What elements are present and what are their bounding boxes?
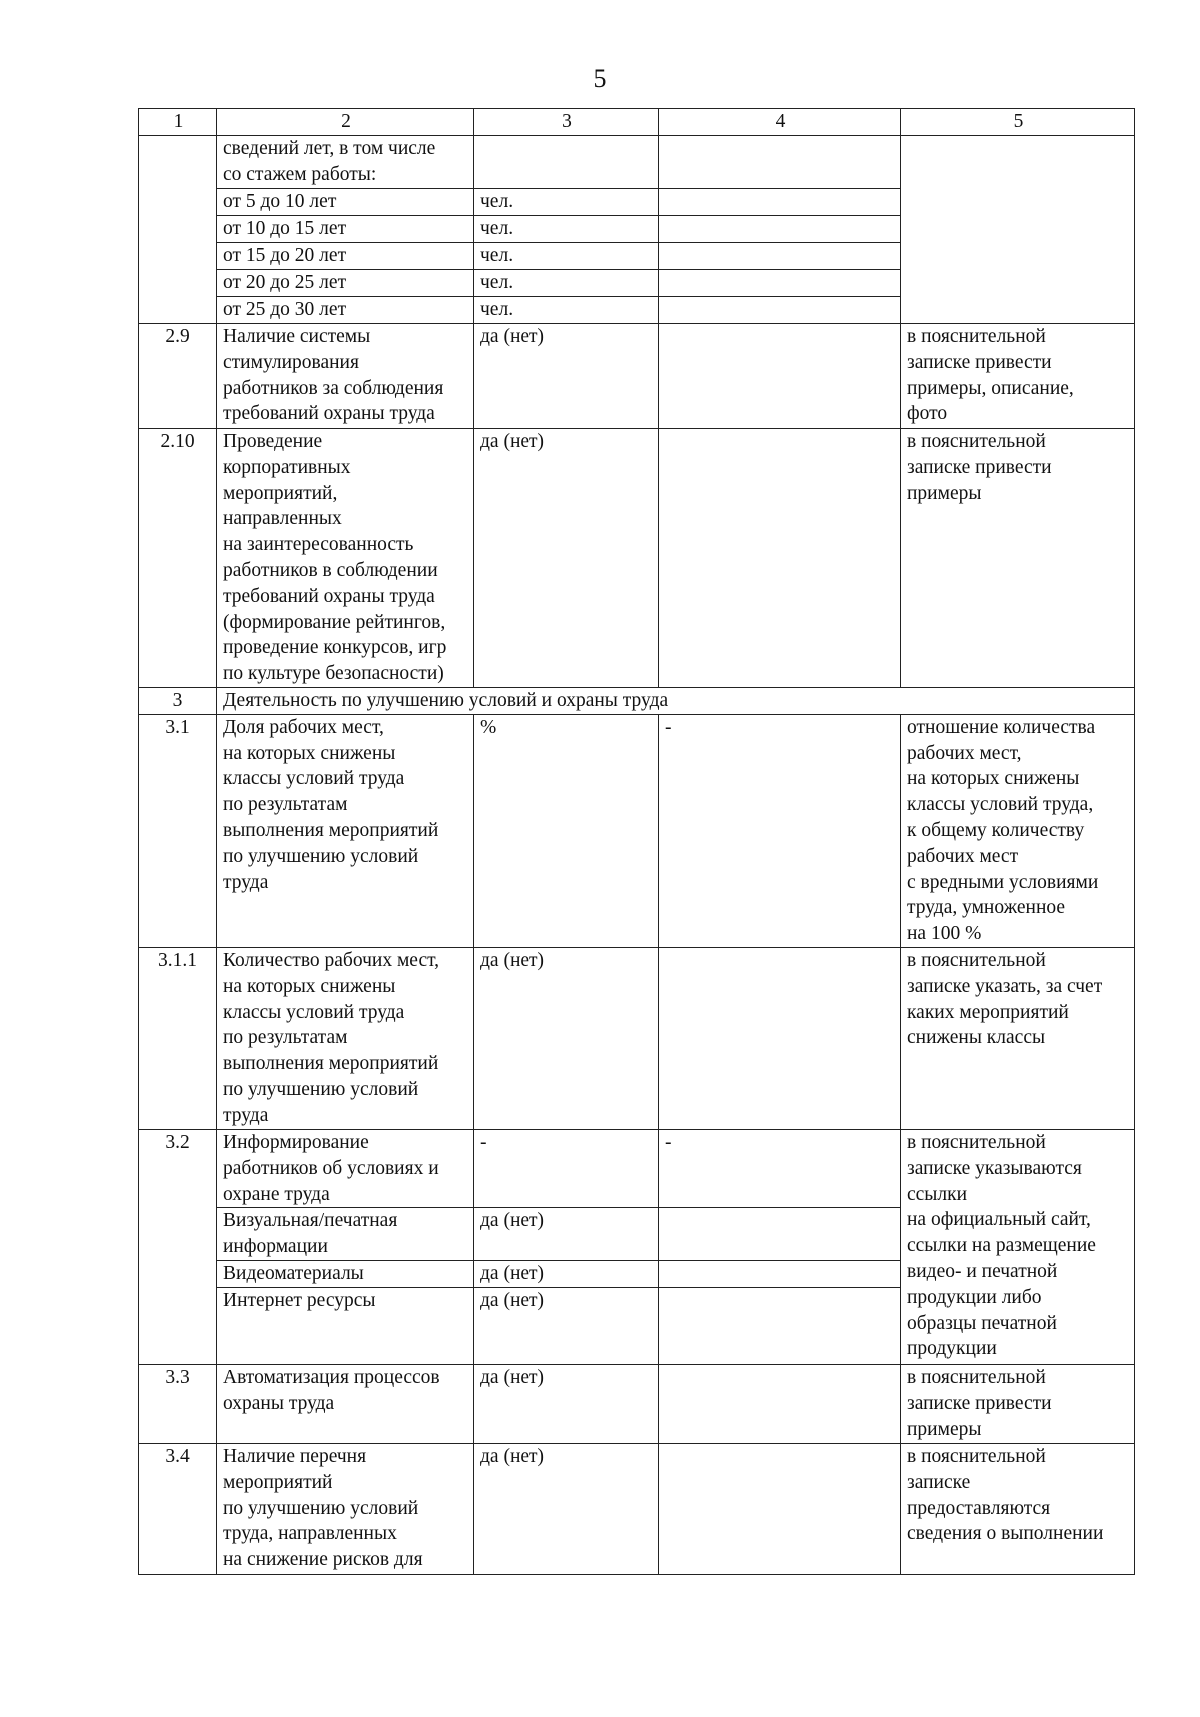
value-cell [659, 216, 901, 243]
table-row [139, 1364, 1135, 1443]
unit-cell [474, 136, 659, 189]
header-row [139, 109, 1135, 136]
table-row [139, 136, 1135, 189]
indicator-name: Наличие системы стимулирования работников за соблюдения требований охраны труда [217, 324, 474, 429]
unit-cell: чел. [474, 270, 659, 297]
section-row [139, 688, 1135, 715]
value-cell [659, 324, 901, 429]
indicator-name: Наличие перечня мероприятий по улучшению условий труда, направленных на снижение рисков для [217, 1443, 474, 1574]
row-number-cell [139, 136, 217, 324]
unit-cell: да (нет) [474, 947, 659, 1129]
header-col-3: 3 [474, 109, 659, 136]
indicators-table [138, 108, 1135, 1575]
indicator-name: Автоматизация процессов охраны труда [217, 1364, 474, 1443]
unit-cell: да (нет) [474, 324, 659, 429]
note-cell: в пояснительной записке указываются ссылки на официальный сайт, ссылки на размещение видео- и печатной продукции либо образцы печатной продукции [901, 1129, 1135, 1364]
table-row [139, 324, 1135, 429]
note-cell: в пояснительной записке предоставляются сведения о выполнении [901, 1443, 1135, 1574]
unit-cell: да (нет) [474, 1260, 659, 1287]
table-row [139, 1443, 1135, 1574]
note-cell: в пояснительной записке привести примеры [901, 1364, 1135, 1443]
value-cell [659, 1287, 901, 1364]
indicator-sub-name: Видеоматериалы [217, 1260, 474, 1287]
header-col-4: 4 [659, 109, 901, 136]
table-row [139, 1129, 1135, 1207]
indicator-sub-name: Интернет ресурсы [217, 1287, 474, 1364]
value-cell [659, 1208, 901, 1261]
unit-cell: - [474, 1129, 659, 1207]
page-number: 5 [593, 64, 607, 93]
note-cell: в пояснительной записке указать, за счет каких мероприятий снижены классы [901, 947, 1135, 1129]
header-col-5: 5 [901, 109, 1135, 136]
table-row [139, 429, 1135, 688]
unit-cell: чел. [474, 297, 659, 324]
value-cell [659, 243, 901, 270]
row-number: 2.10 [139, 429, 217, 688]
note-cell: отношение количества рабочих мест, на которых снижены классы условий труда, к общему количеству рабочих мест с вредными условиями труда, умноженное на 100 % [901, 714, 1135, 947]
value-cell [659, 189, 901, 216]
value-cell [659, 1443, 901, 1574]
note-cell [901, 136, 1135, 324]
value-cell [659, 429, 901, 688]
indicator-name: Количество рабочих мест, на которых снижены классы условий труда по результатам выполнения мероприятий по улучшению условий труда [217, 947, 474, 1129]
unit-cell: чел. [474, 189, 659, 216]
value-cell [659, 1260, 901, 1287]
indicator-sub-name: от 15 до 20 лет [217, 243, 474, 270]
indicator-name: Доля рабочих мест, на которых снижены классы условий труда по результатам выполнения мероприятий по улучшению условий труда [217, 714, 474, 947]
header-col-1: 1 [139, 109, 217, 136]
indicator-sub-name: от 25 до 30 лет [217, 297, 474, 324]
indicator-name: сведений лет, в том числе со стажем работы: [217, 136, 474, 189]
unit-cell: да (нет) [474, 429, 659, 688]
unit-cell: да (нет) [474, 1208, 659, 1261]
indicator-sub-name: от 5 до 10 лет [217, 189, 474, 216]
value-cell: - [659, 1129, 901, 1207]
indicator-name: Информирование работников об условиях и охране труда [217, 1129, 474, 1207]
unit-cell: да (нет) [474, 1287, 659, 1364]
note-cell: в пояснительной записке привести примеры, описание, фото [901, 324, 1135, 429]
indicator-sub-name: Визуальная/печатная информации [217, 1208, 474, 1261]
value-cell [659, 270, 901, 297]
row-number: 2.9 [139, 324, 217, 429]
value-cell [659, 297, 901, 324]
note-cell: в пояснительной записке привести примеры [901, 429, 1135, 688]
row-number: 3.1 [139, 714, 217, 947]
unit-cell: да (нет) [474, 1443, 659, 1574]
table-row [139, 947, 1135, 1129]
value-cell: - [659, 714, 901, 947]
unit-cell: да (нет) [474, 1364, 659, 1443]
value-cell [659, 136, 901, 189]
indicator-sub-name: от 20 до 25 лет [217, 270, 474, 297]
section-title: Деятельность по улучшению условий и охраны труда [217, 688, 1135, 715]
row-number: 3.3 [139, 1364, 217, 1443]
unit-cell: чел. [474, 243, 659, 270]
row-number: 3.4 [139, 1443, 217, 1574]
unit-cell: чел. [474, 216, 659, 243]
indicator-sub-name: от 10 до 15 лет [217, 216, 474, 243]
unit-cell: % [474, 714, 659, 947]
value-cell [659, 1364, 901, 1443]
row-number: 3 [139, 688, 217, 715]
row-number: 3.2 [139, 1129, 217, 1364]
header-col-2: 2 [217, 109, 474, 136]
value-cell [659, 947, 901, 1129]
row-number: 3.1.1 [139, 947, 217, 1129]
indicator-name: Проведение корпоративных мероприятий, направленных на заинтересованность работников в соблюдении требований охраны труда (формирование рейтингов, проведение конкурсов, игр по культуре безопасности) [217, 429, 474, 688]
table-row [139, 714, 1135, 947]
